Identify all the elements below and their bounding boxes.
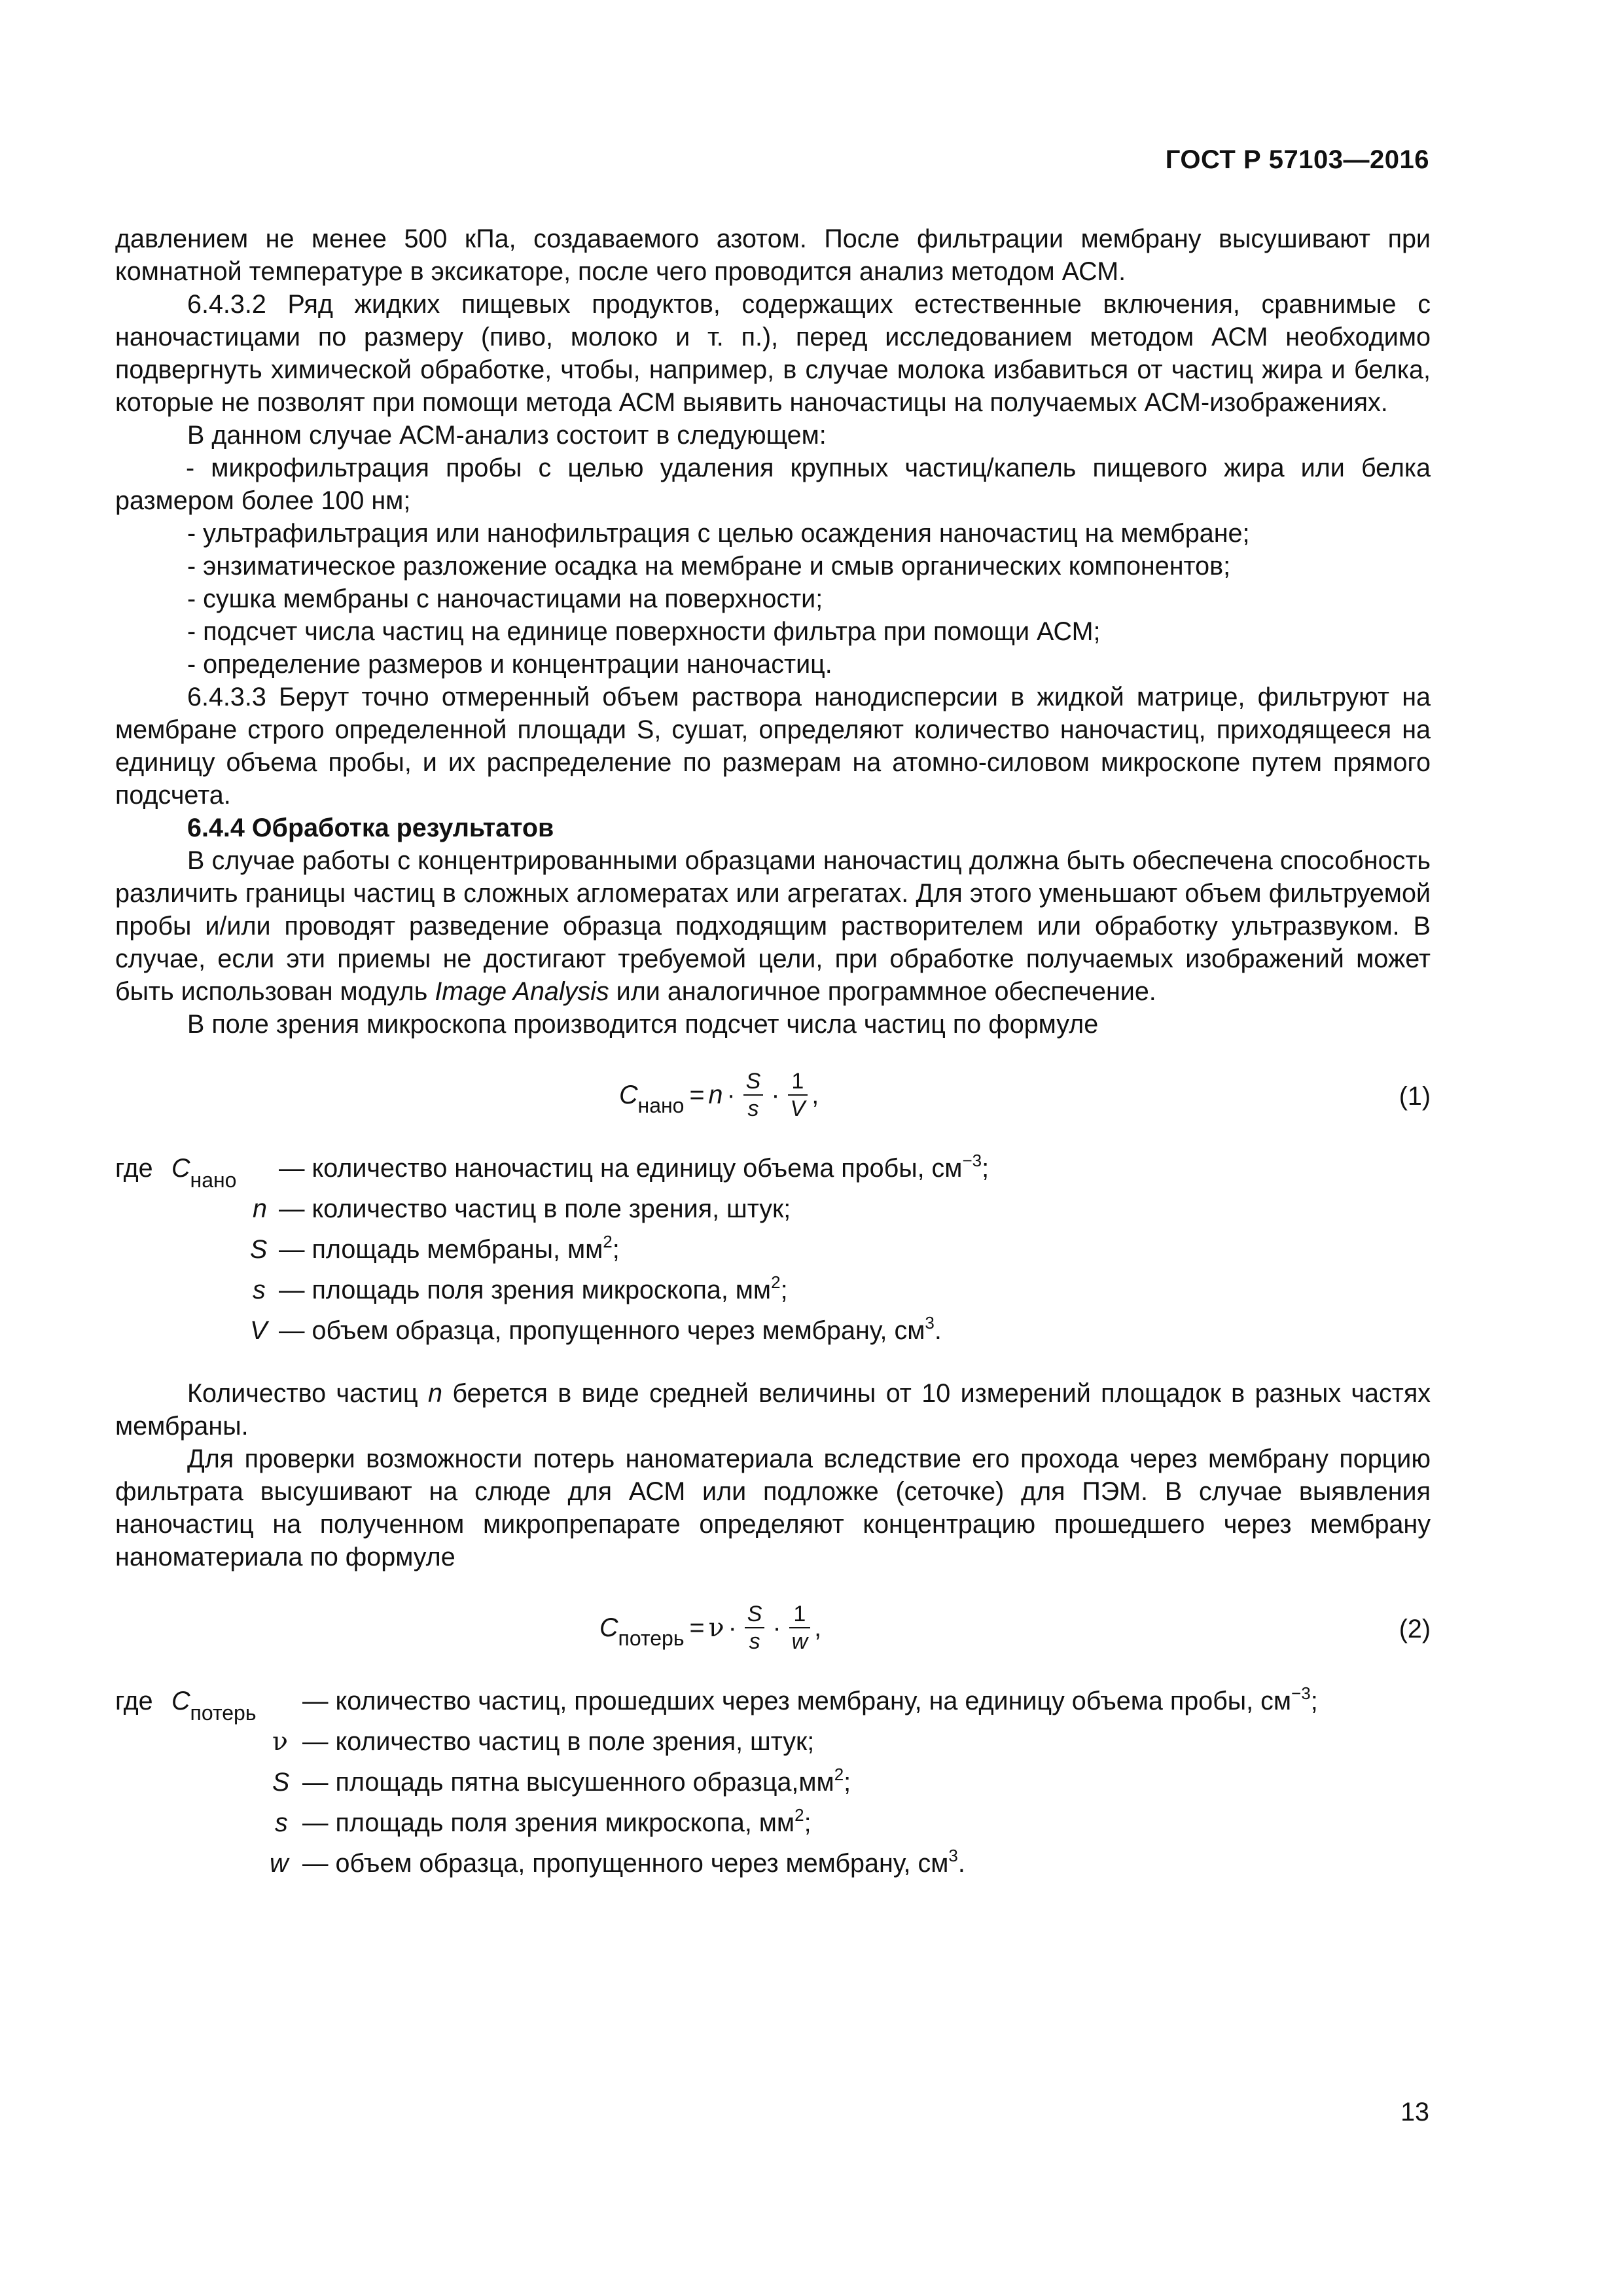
- where-symbol: S: [272, 1768, 290, 1797]
- where-desc: — количество частиц в поле зрения, штук;: [302, 1727, 815, 1756]
- where-desc: — количество частиц, прошедших через мембрану, на единицу объема пробы, см: [302, 1687, 1292, 1715]
- where-row: [115, 1725, 1431, 1766]
- paragraph: В данном случае АСМ-анализ состоит в следующем:: [187, 421, 827, 450]
- where-sup: 3: [925, 1313, 935, 1333]
- where-row: [115, 1233, 1431, 1274]
- list-item: - микрофильтрация пробы с целью удаления крупных частиц/капель пищевого жира или белка размером более 100 нм;: [115, 454, 1431, 515]
- where-text: [279, 1274, 788, 1309]
- where-row: [115, 1806, 1431, 1847]
- symbol-char: C: [171, 1154, 190, 1183]
- fraction-numerator: S: [745, 1069, 761, 1094]
- formula-1: [115, 1041, 1431, 1145]
- where-row: [115, 1274, 1431, 1314]
- formula-lhs: C: [599, 1613, 618, 1642]
- where-row: [115, 1193, 1431, 1233]
- where-desc: — количество частиц в поле зрения, штук;: [279, 1194, 791, 1223]
- fraction: [788, 1068, 808, 1122]
- fraction-denominator: w: [791, 1629, 808, 1654]
- where-symbol: n: [253, 1194, 267, 1223]
- symbol-sub: нано: [190, 1168, 237, 1192]
- fraction-numerator: 1: [791, 1069, 804, 1094]
- where-row: [115, 1685, 1431, 1725]
- where-row: [115, 1314, 1431, 1355]
- where-text: [279, 1314, 942, 1350]
- formula-dot: ·: [726, 1081, 736, 1109]
- formula-var: n: [708, 1081, 723, 1109]
- where-sup: −3: [1291, 1683, 1311, 1703]
- inline-symbol: n: [427, 1379, 442, 1408]
- formula-eq: =: [689, 1081, 705, 1109]
- paragraph: В поле зрения микроскопа производится подсчет числа частиц по формуле: [187, 1010, 1099, 1039]
- where-end: .: [934, 1316, 942, 1345]
- formula-2: [115, 1573, 1431, 1678]
- symbol-sub: потерь: [190, 1701, 257, 1725]
- fraction-denominator: V: [790, 1096, 806, 1121]
- where-text: [302, 1766, 851, 1801]
- where-lead: где: [115, 1687, 153, 1715]
- list-item: - энзиматическое разложение осадка на мембране и смыв органических компонентов;: [187, 552, 1231, 581]
- paragraph: [115, 844, 1431, 1008]
- paragraph-text: В случае работы с концентрированными образцами наночастиц должна быть обеспечена способность различить границы частиц в сложных агломератах или агрегатах. Для этого уменьшают объем фильтруемой пробы и/или проводят разведение образца подходящим растворителем или обработку ультразвуком. В случае, если эти приемы не достигают требуемой цели, при обработке получаемых изображений может быть использован модуль: [115, 846, 1431, 1006]
- where-block-1: [115, 1152, 1431, 1355]
- fraction: [745, 1601, 765, 1655]
- paragraph: 6.4.3.2 Ряд жидких пищевых продуктов, содержащих естественные включения, сравнимые с наночастицами по размеру (пиво, молоко и т. п.), перед исследованием методом АСМ необходимо подвергнуть химической обработке, чтобы, например, в случае молока избавиться от частиц жира и белка, которые не позволят при помощи метода АСМ выявить наночастицы на получаемых АСМ-изображениях.: [115, 290, 1431, 417]
- paragraph: 6.4.3.3 Берут точно отмеренный объем раствора нанодисперсии в жидкой матрице, фильтруют на мембране строго определенной площади S, сушат, определяют количество наночастиц, приходящееся на единицу объема пробы, и их распределение по размерам на атомно-силовом микроскопе путем прямого подсчета.: [115, 683, 1431, 810]
- section-heading: 6.4.4 Обработка результатов: [187, 814, 554, 842]
- where-text: [279, 1152, 989, 1187]
- where-symbol: V: [250, 1316, 268, 1345]
- formula-dot: ·: [771, 1081, 780, 1109]
- paragraph-text: Количество частиц: [187, 1379, 428, 1408]
- where-sup: 2: [771, 1272, 781, 1292]
- software-name: Image Analysis: [435, 977, 609, 1006]
- fraction-numerator: 1: [793, 1602, 806, 1626]
- where-desc: — площадь мембраны, мм: [279, 1235, 603, 1264]
- where-end: ;: [612, 1235, 620, 1264]
- where-row: [115, 1152, 1431, 1193]
- list-item: - сушка мембраны с наночастицами на поверхности;: [187, 584, 823, 613]
- paragraph-text: берется в виде средней величины от 10 измерений площадок в разных частях мембраны.: [115, 1379, 1431, 1441]
- list-item: - подсчет числа частиц на единице поверхности фильтра при помощи АСМ;: [187, 617, 1101, 646]
- list-item: - ультрафильтрация или нанофильтрация с целью осаждения наночастиц на мембране;: [187, 519, 1250, 548]
- symbol-char: C: [171, 1687, 190, 1715]
- where-symbol: s: [275, 1808, 288, 1837]
- equation-number: (2): [1399, 1615, 1431, 1643]
- where-symbol: [171, 1685, 257, 1725]
- where-end: ;: [804, 1808, 812, 1837]
- where-text: [302, 1806, 812, 1842]
- paragraph: [115, 1377, 1431, 1443]
- where-sup: −3: [962, 1151, 982, 1170]
- where-symbol: S: [250, 1235, 268, 1264]
- where-end: .: [957, 1849, 965, 1878]
- paragraph: давлением не менее 500 кПа, создаваемого азотом. После фильтрации мембрану высушивают при комнатной температуре в эксикаторе, после чего проводится анализ методом АСМ.: [115, 224, 1431, 286]
- formula-lhs-sub: потерь: [618, 1626, 685, 1650]
- where-sup: 2: [834, 1765, 844, 1784]
- formula-lhs-sub: нано: [637, 1094, 685, 1117]
- fraction-numerator: S: [747, 1602, 762, 1626]
- where-end: ;: [780, 1276, 788, 1304]
- formula-dot: ·: [728, 1613, 737, 1642]
- formula-tail: ,: [812, 1081, 819, 1109]
- where-desc: — площадь поля зрения микроскопа, мм: [302, 1808, 795, 1837]
- formula-eq: =: [689, 1613, 705, 1642]
- where-end: ;: [982, 1154, 990, 1183]
- where-sup: 3: [948, 1846, 958, 1865]
- fraction: [743, 1068, 764, 1122]
- fraction: [789, 1601, 811, 1655]
- where-desc: — площадь пятна высушенного образца,мм: [302, 1768, 834, 1797]
- document-body: [115, 223, 1431, 1888]
- where-desc: — объем образца, пропущенного через мембрану, см: [302, 1849, 949, 1878]
- where-symbol: ν: [272, 1727, 289, 1757]
- where-symbol: w: [270, 1849, 289, 1878]
- where-symbol: s: [253, 1276, 266, 1304]
- where-row: [115, 1847, 1431, 1888]
- formula-tail: ,: [814, 1613, 822, 1642]
- fraction-denominator: s: [747, 1096, 759, 1121]
- where-sup: 2: [603, 1232, 613, 1251]
- paragraph: Для проверки возможности потерь наноматериала вследствие его прохода через мембрану порцию фильтрата высушивают на слюде для АСМ или подложке (сеточке) для ПЭМ. В случае выявления наночастиц на полученном микропрепарате определяют концентрацию прошедшего через мембрану наноматериала по формуле: [115, 1444, 1431, 1571]
- where-desc: — количество наночастиц на единицу объема пробы, см: [279, 1154, 963, 1183]
- formula-var: ν: [708, 1613, 724, 1643]
- where-text: [279, 1233, 620, 1268]
- where-symbol: [171, 1152, 237, 1192]
- where-block-2: [115, 1685, 1431, 1888]
- where-row: [115, 1766, 1431, 1806]
- where-end: ;: [844, 1768, 851, 1797]
- formula-lhs: C: [619, 1081, 638, 1109]
- where-text: [302, 1847, 965, 1882]
- equation-number: (1): [1399, 1082, 1431, 1111]
- paragraph-text: или аналогичное программное обеспечение.: [609, 977, 1156, 1006]
- list-item: - определение размеров и концентрации наночастиц.: [187, 650, 832, 679]
- page-number: 13: [1400, 2098, 1429, 2126]
- where-end: ;: [1310, 1687, 1318, 1715]
- fraction-denominator: s: [749, 1629, 760, 1654]
- where-desc: — объем образца, пропущенного через мембрану, см: [279, 1316, 925, 1345]
- where-sup: 2: [794, 1805, 804, 1825]
- where-lead: где: [115, 1154, 153, 1183]
- where-desc: — площадь поля зрения микроскопа, мм: [279, 1276, 772, 1304]
- where-text: [302, 1685, 1318, 1720]
- formula-dot: ·: [772, 1613, 781, 1642]
- document-header: ГОСТ Р 57103—2016: [1165, 145, 1429, 174]
